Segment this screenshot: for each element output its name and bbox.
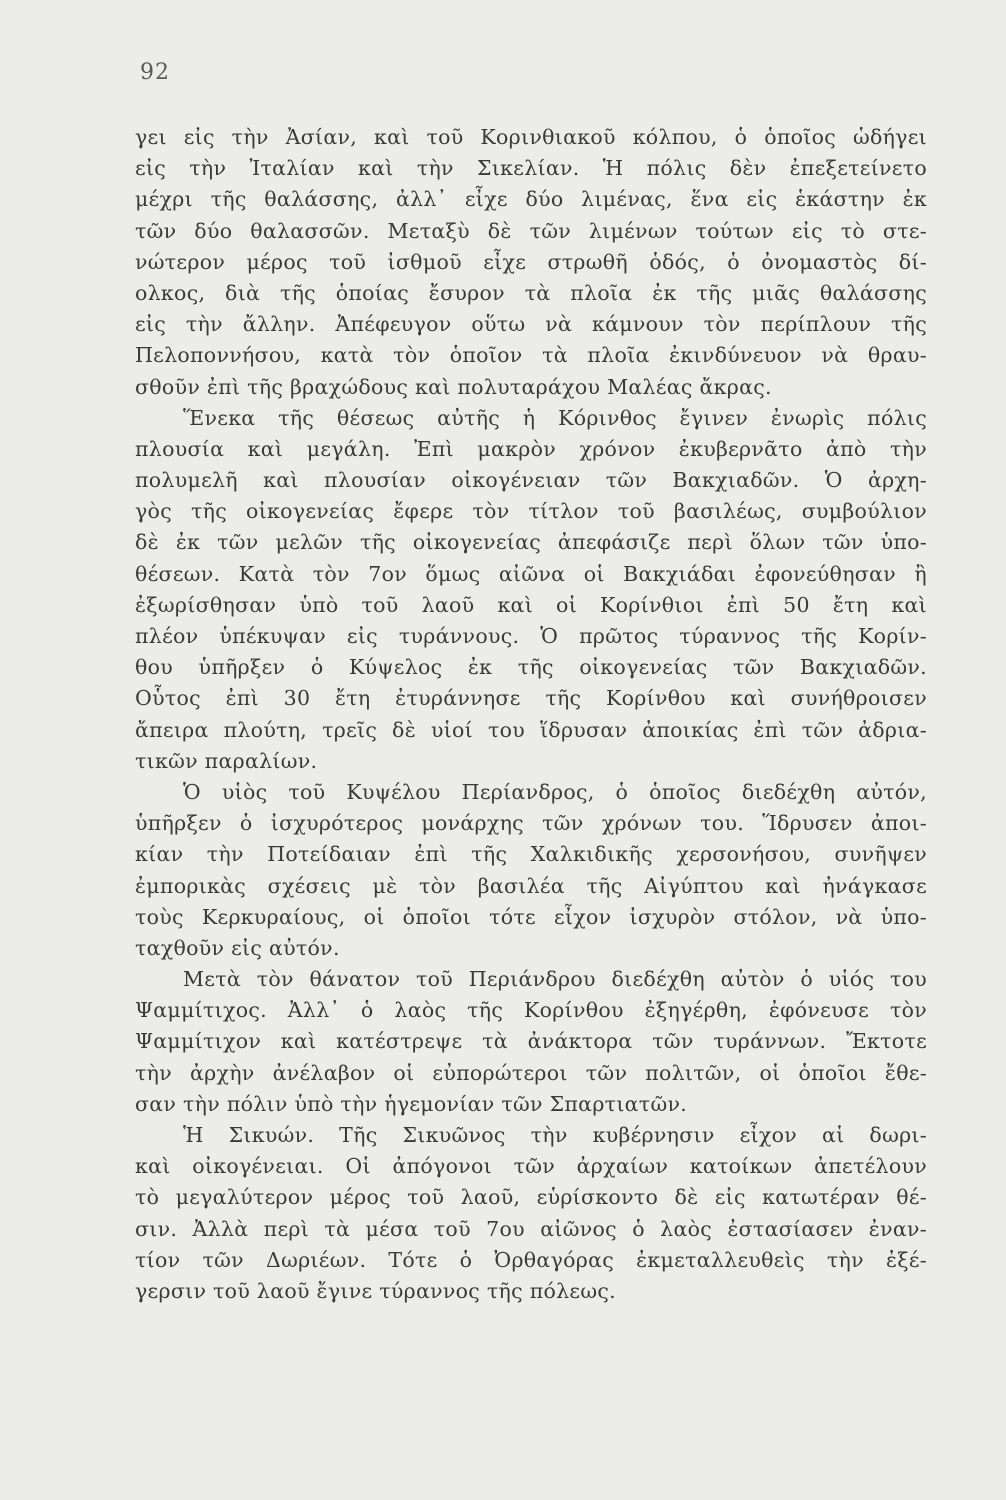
text-line: Ψαμμίτιχος. Ἀλλ᾿ ὁ λαὸς τῆς Κορίνθου ἐξηγέρθη, ἐφόνευσε τὸν [135,998,927,1023]
text-line: σιν. Ἀλλὰ περὶ τὰ μέσα τοῦ 7ου αἰῶνος ὁ λαὸς ἐστασίασεν ἐναν- [135,1216,927,1241]
text-line: καὶ οἰκογένειαι. Οἱ ἀπόγονοι τῶν ἀρχαίων κατοίκων ἀπετέλουν [135,1154,927,1179]
text-line: μέχρι τῆς θαλάσσης, ἀλλ᾿ εἶχε δύο λιμένας, ἕνα εἰς ἑκάστην ἐκ [135,187,927,212]
text-line: ολκος, διὰ τῆς ὁποίας ἔσυρον τὰ πλοῖα ἐκ τῆς μιᾶς θαλάσσης [135,280,927,305]
text-line: γὸς τῆς οἰκογενείας ἔφερε τὸν τίτλον τοῦ βασιλέως, συμβούλιον [135,499,927,524]
text-line: εἰς τὴν ἄλλην. Ἀπέφευγον οὕτω νὰ κάμνουν τὸν περίπλουν τῆς [135,312,927,337]
text-line: θέσεων. Κατὰ τὸν 7ον ὅμως αἰῶνα οἱ Βακχιάδαι ἐφονεύθησαν ἢ [135,561,927,586]
text-line: Πελοποννήσου, κατὰ τὸν ὁποῖον τὰ πλοῖα ἐκινδύνευον νὰ θραυ- [135,343,927,368]
text-line: ἐξωρίσθησαν ὑπὸ τοῦ λαοῦ καὶ οἱ Κορίνθιοι ἐπὶ 50 ἔτη καὶ [135,592,927,617]
text-line: ἄπειρα πλούτη, τρεῖς δὲ υἱοί του ἵδρυσαν ἀποικίας ἐπὶ τῶν ἀδρια- [135,717,927,742]
text-line: Μετὰ τὸν θάνατον τοῦ Περιάνδρου διεδέχθη αὐτὸν ὁ υἱός του [183,967,927,992]
text-line: σαν τὴν πόλιν ὑπὸ τὴν ἡγεμονίαν τῶν Σπαρτιατῶν. [135,1091,688,1116]
text-line: πολυμελῆ καὶ πλουσίαν οἰκογένειαν τῶν Βακχιαδῶν. Ὁ ἀρχη- [135,468,927,493]
text-line: θου ὑπῆρξεν ὁ Κύψελος ἐκ τῆς οἰκογενείας τῶν Βακχιαδῶν. [135,655,927,680]
text-line: πλέον ὑπέκυψαν εἰς τυράννους. Ὁ πρῶτος τύραννος τῆς Κορίν- [135,624,927,648]
text-line: ἐμπορικὰς σχέσεις μὲ τὸν βασιλέα τῆς Αἰγύπτου καὶ ἠνάγκασε [135,873,927,898]
text-line: δὲ ἐκ τῶν μελῶν τῆς οἰκογενείας ἀπεφάσιζε περὶ ὅλων τῶν ὑπο- [135,530,927,555]
text-line: ὑπῆρξεν ὁ ἰσχυρότερος μονάρχης τῶν χρόνων του. Ἵδρυσεν ἀποι- [135,811,927,836]
text-line: τίον τῶν Δωριέων. Τότε ὁ Ὀρθαγόρας ἐκμεταλλευθεὶς τὴν ἐξέ- [135,1247,927,1272]
text-line: πλουσία καὶ μεγάλη. Ἐπὶ μακρὸν χρόνον ἐκυβερνᾶτο ἀπὸ τὴν [135,436,927,461]
text-line: σθοῦν ἐπὶ τῆς βραχώδους καὶ πολυταράχου Μαλέας ἄκρας. [135,374,772,399]
text-line: Ἕνεκα τῆς θέσεως αὐτῆς ἡ Κόρινθος ἔγινεν ἐνωρὶς πόλις [183,405,927,430]
body-text [135,122,927,1307]
page-number: 92 [140,60,170,85]
text-line: εἰς τὴν Ἰταλίαν καὶ τὴν Σικελίαν. Ἡ πόλις δὲν ἐπεξετείνετο [135,156,927,181]
text-line: νώτερον μέρος τοῦ ἰσθμοῦ εἶχε στρωθῆ ὁδός, ὁ ὀνομαστὸς δί- [135,249,927,274]
text-line: Ψαμμίτιχον καὶ κατέστρεψε τὰ ἀνάκτορα τῶν τυράννων. Ἔκτοτε [135,1029,927,1054]
text-line: Οὗτος ἐπὶ 30 ἔτη ἐτυράννησε τῆς Κορίνθου καὶ συνήθροισεν [135,686,927,711]
text-line: τὴν ἀρχὴν ἀνέλαβον οἱ εὐπορώτεροι τῶν πολιτῶν, οἱ ὁποῖοι ἔθε- [135,1060,927,1085]
text-line: γει εἰς τὴν Ἀσίαν, καὶ τοῦ Κορινθιακοῦ κόλπου, ὁ ὁποῖος ὡδήγει [135,125,927,149]
text-line: τικῶν παραλίων. [135,748,318,773]
text-line: κίαν τὴν Ποτείδαιαν ἐπὶ τῆς Χαλκιδικῆς χερσονήσου, συνῆψεν [135,842,927,867]
text-line: Ὁ υἱὸς τοῦ Κυψέλου Περίανδρος, ὁ ὁποῖος διεδέχθη αὐτόν, [183,779,927,804]
text-line: γερσιν τοῦ λαοῦ ἔγινε τύραννος τῆς πόλεως. [135,1278,616,1303]
text-line: τῶν δύο θαλασσῶν. Μεταξὺ δὲ τῶν λιμένων τούτων εἰς τὸ στε- [135,218,927,243]
text-line: Ἡ Σικυών. Τῆς Σικυῶνος τὴν κυβέρνησιν εἶχον αἱ δωρι- [183,1123,927,1147]
text-line: τοὺς Κερκυραίους, οἱ ὁποῖοι τότε εἶχον ἰσχυρὸν στόλον, νὰ ὑπο- [135,904,927,929]
text-line: ταχθοῦν εἰς αὐτόν. [135,935,340,960]
text-line: τὸ μεγαλύτερον μέρος τοῦ λαοῦ, εὑρίσκοντο δὲ εἰς κατωτέραν θέ- [135,1185,927,1210]
